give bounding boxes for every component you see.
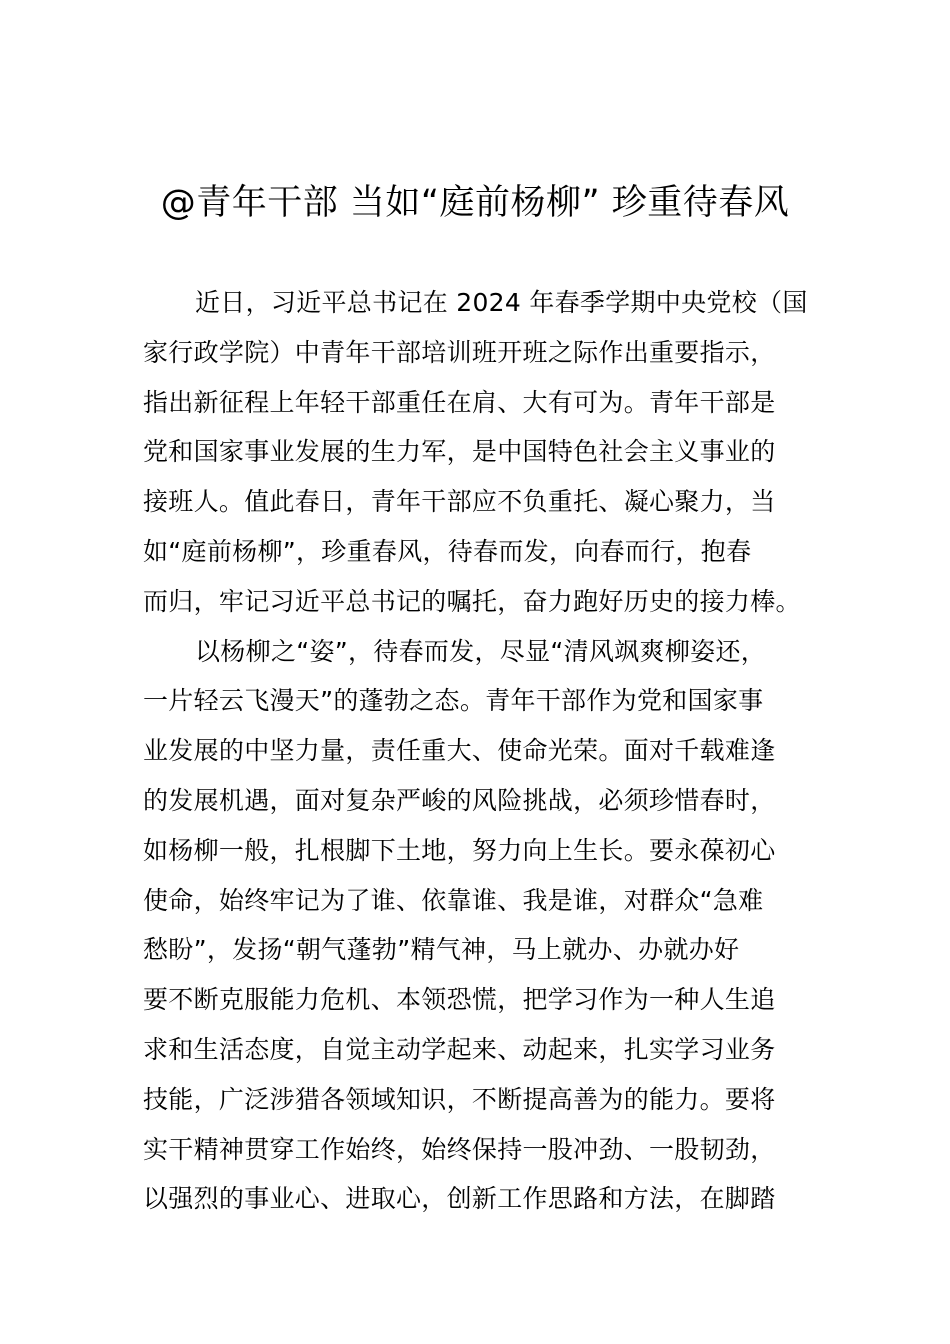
- paragraph-line: 实干精神贯穿工作始终，始终保持一股冲劲、一股韧劲，: [143, 1134, 776, 1164]
- document-title: @青年干部 当如“庭前杨柳” 珍重待春风: [160, 183, 790, 223]
- paragraph-line: 党和国家事业发展的生力军，是中国特色社会主义事业的: [143, 437, 776, 467]
- document-body: [143, 278, 813, 1224]
- paragraph-line: 如“庭前杨柳”，珍重春风，待春而发，向春而行，抱春: [143, 536, 752, 566]
- paragraph-line: 家行政学院）中青年干部培训班开班之际作出重要指示，: [143, 337, 776, 367]
- paragraph-2: [143, 627, 813, 1225]
- paragraph-line: 接班人。值此春日，青年干部应不负重托、凝心聚力，当: [143, 487, 776, 517]
- paragraph-line: 而归，牢记习近平总书记的嘱托，奋力跑好历史的接力棒。: [143, 586, 801, 616]
- paragraph-1: [143, 278, 813, 627]
- paragraph-line: 如杨柳一般，扎根脚下土地，努力向上生长。要永葆初心: [143, 835, 776, 865]
- paragraph-line: 要不断克服能力危机、本领恐慌，把学习作为一种人生追: [143, 985, 776, 1015]
- paragraph-line: 技能，广泛涉猎各领域知识，不断提高善为的能力。要将: [143, 1084, 776, 1114]
- paragraph-line: 业发展的中坚力量，责任重大、使命光荣。面对千载难逢: [143, 736, 776, 766]
- paragraph-line: 使命，始终牢记为了谁、依靠谁、我是谁，对群众“急难: [143, 885, 764, 915]
- paragraph-line: 的发展机遇，面对复杂严峻的风险挑战，必须珍惜春时，: [143, 785, 776, 815]
- paragraph-line: 以强烈的事业心、进取心，创新工作思路和方法，在脚踏: [143, 1184, 776, 1214]
- paragraph-line: 近日，习近平总书记在 2024 年春季学期中央党校（国: [195, 288, 808, 317]
- paragraph-line: 指出新征程上年轻干部重任在肩、大有可为。青年干部是: [143, 387, 776, 417]
- paragraph-line: 一片轻云飞漫天”的蓬勃之态。青年干部作为党和国家事: [143, 686, 764, 716]
- paragraph-line: 愁盼”，发扬“朝气蓬勃”精气神，马上就办、办就办好: [143, 935, 740, 965]
- paragraph-line: 以杨柳之“姿”，待春而发，尽显“清风飒爽柳姿还，: [195, 636, 767, 666]
- paragraph-line: 求和生活态度，自觉主动学起来、动起来，扎实学习业务: [143, 1034, 776, 1064]
